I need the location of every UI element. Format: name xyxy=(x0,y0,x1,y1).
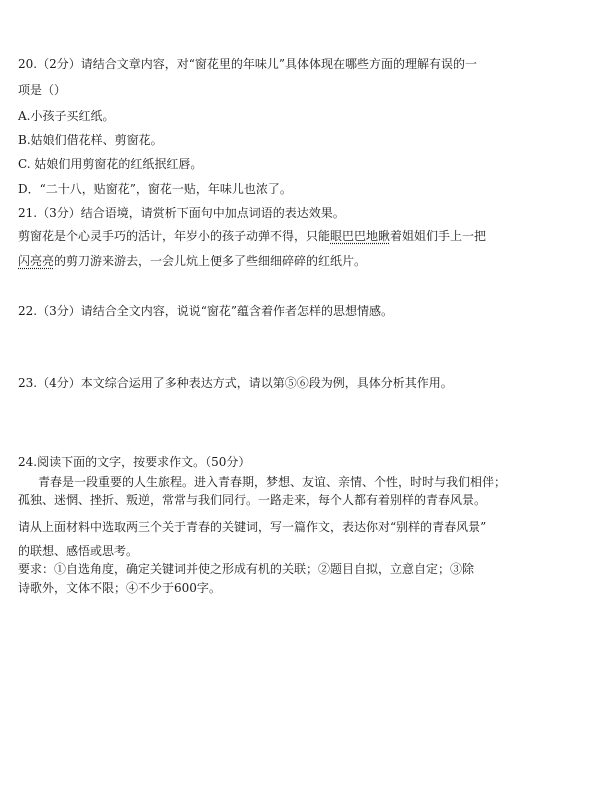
q20-stem-line2: 项是（） xyxy=(18,83,67,97)
q20-option-b: B.姑娘们借花样、剪窗花。 xyxy=(18,133,163,147)
q21-passage-text: 的剪刀游来游去，一会儿炕上便多了些细细碎碎的红纸片。 xyxy=(54,254,367,268)
q20-option-a: A.小孩子买红纸。 xyxy=(18,109,115,123)
q21-dotted-word: 闪亮亮 xyxy=(18,254,55,268)
q21-passage-text: 剪窗花是个心灵手巧的活计，年岁小的孩子动弹不得，只能 xyxy=(18,229,331,243)
q21-passage-line1 xyxy=(18,230,486,242)
q24-task-line2: 的联想、感悟或思考。 xyxy=(18,544,139,558)
q21-stem: 21.（3分）结合语境，请赏析下面句中加点词语的表达效果。 xyxy=(18,206,345,220)
q20-option-c: C. 姑娘们用剪窗花的红纸抿红唇。 xyxy=(18,157,203,171)
q21-passage-line2 xyxy=(18,255,366,267)
q22-stem: 22.（3分）请结合全文内容，说说“窗花”蕴含着作者怎样的思想情感。 xyxy=(18,304,393,318)
q23-stem: 23.（4分）本文综合运用了多种表达方式，请以第⑤⑥段为例，具体分析其作用。 xyxy=(18,376,453,390)
q20-stem-line1: 20.（2分）请结合文章内容，对“窗花里的年味儿”具体体现在哪些方面的理解有误的一 xyxy=(18,57,477,71)
q24-stem: 24.阅读下面的文字，按要求作文。（50分） xyxy=(18,455,251,469)
q24-material-line2: 孤独、迷惘、挫折、叛逆，常常与我们同行。一路走来，每个人都有着别样的青春风景。 xyxy=(18,493,487,507)
q24-material-line1: 青春是一段重要的人生旅程。进入青春期，梦想、友谊、亲情、个性，时时与我们相伴； xyxy=(38,475,507,489)
q20-option-d: D．“二十八，贴窗花”，窗花一贴，年味儿也浓了。 xyxy=(18,182,292,196)
q24-task-line1: 请从上面材料中选取两三个关于青春的关键词，写一篇作文，表达你对“别样的青春风景” xyxy=(18,520,487,534)
q24-requirement-line2: 诗歌外，文体不限；④不少于600字。 xyxy=(18,581,221,595)
q24-requirement-line1: 要求：①自选角度，确定关键词并使之形成有机的关联；②题目自拟，立意自定；③除 xyxy=(18,562,475,576)
q21-dotted-word: 眼巴巴地瞅 xyxy=(330,229,391,243)
q21-passage-text: 着姐姐们手上一把 xyxy=(390,229,487,243)
